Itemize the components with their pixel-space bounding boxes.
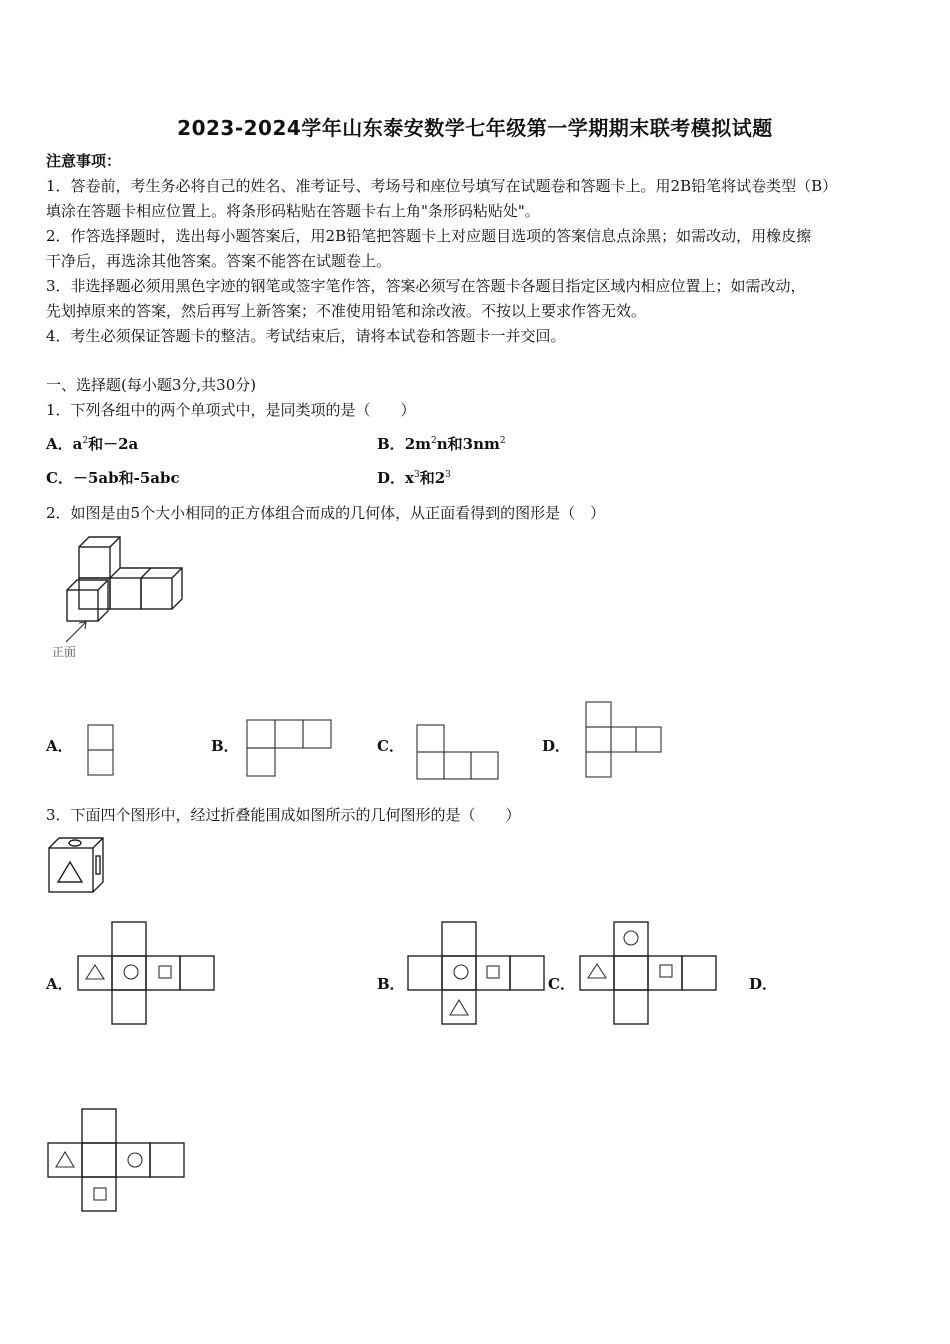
q3-option-d-net[interactable] — [47, 1108, 189, 1214]
square-icon — [660, 965, 672, 977]
triangle-icon — [56, 1152, 74, 1167]
exponent: 2 — [499, 436, 506, 446]
triangle-icon — [450, 1000, 468, 1015]
exponent: 3 — [445, 470, 451, 480]
option-text: x — [405, 469, 414, 487]
q3-option-c-label[interactable]: C． — [548, 975, 575, 993]
q1-option-c — [46, 469, 180, 487]
q1-option-a — [46, 435, 138, 453]
notice-line: 2．作答选择题时，选出每小题答案后，用2B铅笔把答题卡上对应题目选项的答案信息点涂黑；如需改动，用橡皮擦 — [46, 227, 812, 245]
section-heading: 一、选择题(每小题3分,共30分) — [46, 376, 257, 394]
option-text: 2m — [404, 435, 431, 453]
q3-option-b-net[interactable] — [407, 921, 549, 1027]
option-text: 和－2a — [88, 435, 139, 453]
triangle-icon — [588, 964, 606, 978]
q3-option-d-label[interactable]: D． — [749, 975, 778, 993]
front-label: 正面 — [52, 645, 77, 659]
square-icon — [159, 966, 171, 978]
option-label: C． — [46, 469, 73, 487]
notice-line: 4．考生必须保证答题卡的整洁。考试结束后，请将本试卷和答题卡一并交回。 — [46, 327, 566, 345]
circle-icon — [128, 1153, 142, 1167]
question-1-stem: 1．下列各组中的两个单项式中，是同类项的是（ ） — [46, 401, 416, 419]
q1-option-d — [377, 469, 451, 487]
notice-heading: 注意事项： — [46, 152, 122, 170]
question-2-stem: 2．如图是由5个大小相同的正方体组合而成的几何体，从正面看得到的图形是（ ） — [46, 504, 606, 522]
triangle-icon — [86, 965, 104, 979]
q2-option-d-label[interactable]: D． — [542, 737, 571, 755]
notice-line: 3．非选择题必须用黑色字迹的钢笔或签字笔作答，答案必须写在答题卡各题目指定区域内相应位置上；如需改动， — [46, 277, 806, 295]
option-text: －5ab和-5abc — [72, 469, 180, 487]
notice-line: 填涂在答题卡相应位置上。将条形码粘贴在答题卡右上角"条形码粘贴处"。 — [46, 202, 540, 220]
option-text: n和3nm — [436, 435, 500, 453]
circle-icon — [454, 965, 468, 979]
option-label: B． — [377, 435, 405, 453]
exponent: 3 — [413, 470, 420, 480]
question-3-stem: 3．下面四个图形中，经过折叠能围成如图所示的几何图形的是（ ） — [46, 806, 521, 824]
q1-option-b — [377, 435, 506, 453]
q2-option-c-figure[interactable] — [416, 724, 500, 780]
notice-line: 1．答卷前，考生务必将自己的姓名、准考证号、考场号和座位号填写在试题卷和答题卡上。用2B铅笔将试卷类型（B） — [46, 177, 838, 195]
circle-icon — [124, 965, 138, 979]
page-title: 2023-2024学年山东泰安数学七年级第一学期期末联考模拟试题 — [177, 116, 773, 140]
square-icon — [487, 966, 499, 978]
q3-option-a-net[interactable] — [77, 921, 219, 1027]
q3-reference-cube — [46, 836, 110, 898]
q3-option-a-label[interactable]: A． — [46, 975, 73, 993]
q2-option-a-figure[interactable] — [87, 724, 117, 778]
q3-option-c-net[interactable] — [579, 921, 721, 1027]
q2-option-a-label[interactable]: A． — [46, 737, 73, 755]
exponent: 2 — [431, 436, 437, 446]
option-label: D． — [377, 469, 406, 487]
q2-option-c-label[interactable]: C． — [377, 737, 404, 755]
q2-option-b-figure[interactable] — [246, 719, 334, 779]
option-text: a — [72, 435, 83, 453]
exponent: 2 — [82, 436, 89, 446]
notice-line: 先划掉原来的答案，然后再写上新答案；不准使用铅笔和涂改液。不按以上要求作答无效。 — [46, 302, 647, 320]
q2-option-d-figure[interactable] — [585, 701, 665, 781]
circle-icon — [624, 931, 638, 945]
square-icon — [94, 1188, 106, 1200]
q2-cube-figure — [46, 532, 191, 662]
q3-option-b-label[interactable]: B． — [377, 975, 405, 993]
option-label: A． — [46, 435, 73, 453]
notice-line: 干净后，再选涂其他答案。答案不能答在试题卷上。 — [46, 252, 392, 270]
option-text: 和2 — [419, 469, 446, 487]
q2-option-b-label[interactable]: B． — [211, 737, 239, 755]
